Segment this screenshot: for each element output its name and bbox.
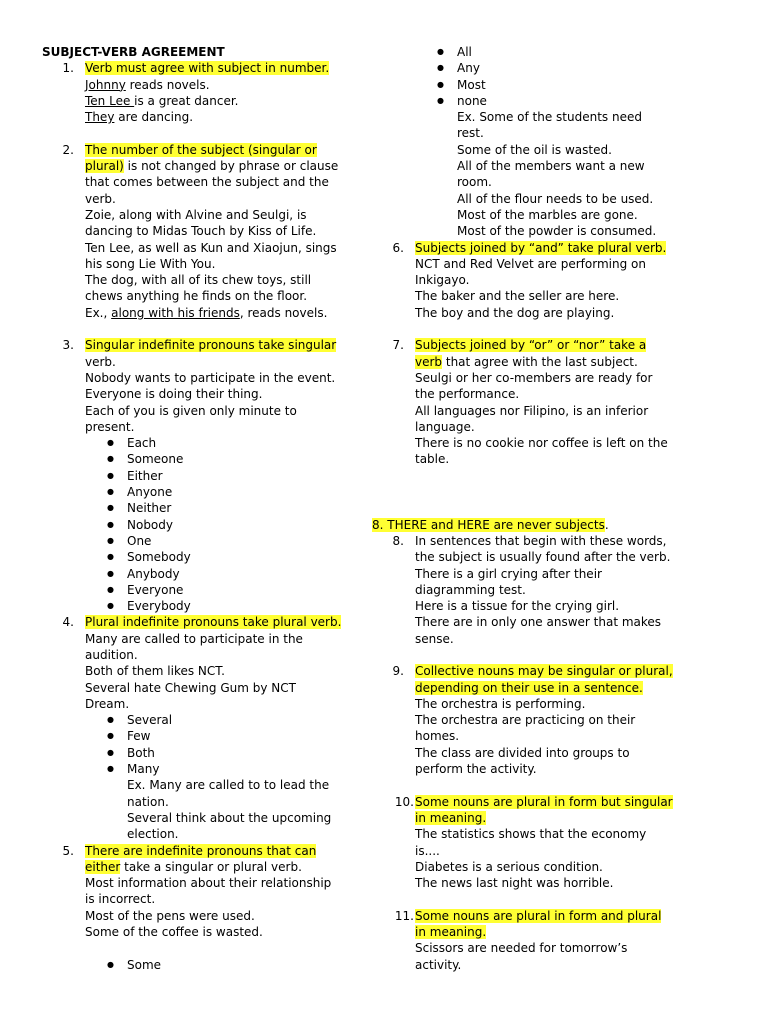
rule-number: 2.	[62, 142, 74, 157]
example-line	[42, 93, 342, 109]
left-column	[42, 44, 342, 973]
rule-4-heading	[42, 614, 342, 630]
example-line: is incorrect.	[85, 892, 156, 907]
example-line: room.	[457, 175, 492, 190]
example-line: NCT and Red Velvet are performing on	[415, 256, 646, 271]
example-line: Inkigayo.	[415, 273, 470, 288]
example-line: Both of them likes NCT.	[85, 664, 225, 679]
rule-number: 11.	[394, 908, 414, 923]
bullet-item: ● Each	[127, 435, 342, 451]
rule-7-heading	[372, 337, 672, 353]
rule-line	[372, 680, 672, 696]
bullet-item: ● Any	[457, 60, 672, 76]
example-line: There is a girl crying after their	[415, 566, 602, 581]
rule-text: .	[604, 517, 609, 532]
example-line: election.	[127, 827, 179, 842]
bullet-item: ● Few	[127, 728, 342, 744]
rule-text: Subjects joined by “and” take plural verb.	[415, 240, 667, 255]
example-line: activity.	[415, 957, 462, 972]
rule-number: 9.	[392, 664, 404, 679]
example-line: There are in only one answer that makes	[415, 615, 662, 630]
example-line: All of the flour needs to be used.	[457, 191, 654, 206]
rule-number: 7.	[392, 338, 404, 353]
example-line: Most of the marbles are gone.	[457, 207, 638, 222]
example-line: audition.	[85, 647, 138, 662]
bullet-item: ● Some	[127, 957, 342, 973]
rule-text: Some nouns are plural in form and plural	[415, 908, 662, 923]
example-text: Ex.,	[85, 305, 112, 320]
example-line	[42, 77, 342, 93]
example-line: Here is a tissue for the crying girl.	[415, 599, 620, 614]
rule-1-heading	[42, 60, 342, 76]
example-line: The dog, with all of its chew toys, still	[85, 273, 312, 288]
rule-text: is not changed by phrase or clause	[123, 159, 339, 174]
bullet-item: ● Both	[127, 745, 342, 761]
example-line: Zoie, along with Alvine and Seulgi, is	[85, 207, 307, 222]
example-line: is....	[415, 843, 440, 858]
example-line: rest.	[457, 126, 484, 141]
bullet-item: ● All	[457, 44, 672, 60]
rule-9-heading	[372, 663, 672, 679]
rule-10-heading	[372, 794, 672, 810]
rule-line	[42, 859, 342, 875]
rule-text: in meaning.	[415, 810, 487, 825]
rule-number: 10.	[394, 794, 414, 809]
example-text: is a great dancer.	[134, 93, 239, 108]
example-line: Each of you is given only minute to	[85, 403, 297, 418]
example-line: Diabetes is a serious condition.	[415, 859, 603, 874]
example-line: Dream.	[85, 696, 130, 711]
rule-line: verb.	[85, 354, 116, 369]
rule-11-heading	[372, 908, 672, 924]
document-title: SUBJECT-VERB AGREEMENT	[42, 45, 225, 59]
rule-text: take a singular or plural verb.	[120, 859, 302, 874]
bullet-item: ● Many	[127, 761, 342, 777]
bullet-item: ● Nobody	[127, 517, 342, 533]
bullet-item: ● Most	[457, 77, 672, 93]
rule-text: In sentences that begin with these words,	[415, 533, 667, 548]
rule-8-subitem	[372, 533, 672, 549]
example-line: Many are called to participate in the	[85, 631, 303, 646]
bullet-item: ● Someone	[127, 451, 342, 467]
rule-text: depending on their use in a sentence.	[415, 680, 643, 695]
right-column	[372, 44, 672, 973]
subject-underlined: Ten Lee	[85, 93, 135, 108]
example-line: Everyone is doing their thing.	[85, 387, 263, 402]
rule-number: 8.	[392, 533, 404, 548]
bullet-item: ● Neither	[127, 500, 342, 516]
bullet-item: ● One	[127, 533, 342, 549]
rule-6-heading	[372, 240, 672, 256]
subject-underlined: They	[85, 110, 115, 125]
rule-text: Plural indefinite pronouns take plural verb.	[85, 615, 342, 630]
rule-text: either	[85, 859, 121, 874]
bullet-item: ● Somebody	[127, 549, 342, 565]
example-line: The class are divided into groups to	[415, 745, 630, 760]
rule-line	[42, 158, 342, 174]
example-line: Some of the coffee is wasted.	[85, 925, 263, 940]
example-line: diagramming test.	[415, 582, 526, 597]
rule-text: that agree with the last subject.	[442, 354, 638, 369]
rule-number: 5.	[62, 843, 74, 858]
rule-line	[372, 354, 672, 370]
example-line: The news last night was horrible.	[415, 876, 614, 891]
example-line: The boy and the dog are playing.	[415, 305, 615, 320]
bullet-item: ● Either	[127, 468, 342, 484]
example-line: homes.	[415, 729, 460, 744]
example-line: nation.	[127, 794, 169, 809]
rule-text: Verb must agree with subject in number.	[85, 61, 330, 76]
example-line: The statistics shows that the economy	[415, 827, 647, 842]
rule-text: There are indefinite pronouns that can	[85, 843, 317, 858]
example-line: language.	[415, 419, 475, 434]
subject-underlined: Johnny	[85, 77, 126, 92]
rule-text: Subjects joined by “or” or “nor” take a	[415, 338, 647, 353]
example-line: Most of the pens were used.	[85, 908, 255, 923]
example-line: Several think about the upcoming	[127, 810, 332, 825]
example-line: Scissors are needed for tomorrow’s	[415, 941, 628, 956]
example-text: , reads novels.	[239, 305, 328, 320]
rule-2-heading	[42, 142, 342, 158]
example-line: Most information about their relationship	[85, 876, 332, 891]
example-line: Some of the oil is wasted.	[457, 142, 612, 157]
example-line: Ex. Some of the students need	[457, 110, 642, 125]
bullet-item: ● Anybody	[127, 566, 342, 582]
rule-number: 6.	[392, 240, 404, 255]
example-line: All languages nor Filipino, is an inferior	[415, 403, 649, 418]
example-line: All of the members want a new	[457, 159, 645, 174]
example-line: dancing to Midas Touch by Kiss of Life.	[85, 224, 317, 239]
rule-8-heading	[372, 517, 672, 533]
example-line: The orchestra are practicing on their	[415, 713, 636, 728]
example-line: Most of the powder is consumed.	[457, 224, 657, 239]
bullet-item: ● none	[457, 93, 672, 109]
bullet-item: ● Anyone	[127, 484, 342, 500]
example-text: are dancing.	[114, 110, 194, 125]
phrase-underlined: along with his friends	[111, 305, 240, 320]
example-line: Ten Lee, as well as Kun and Xiaojun, sings	[85, 240, 337, 255]
example-line: present.	[85, 419, 135, 434]
rule-number: 1.	[62, 61, 74, 76]
rule-text: Some nouns are plural in form but singular	[415, 794, 673, 809]
example-line	[42, 109, 342, 125]
rule-text: plural)	[85, 159, 124, 174]
example-line	[42, 305, 342, 321]
example-line: chews anything he finds on the floor.	[85, 289, 308, 304]
example-line: Seulgi or her co-members are ready for	[415, 370, 653, 385]
rule-text: The number of the subject (singular or	[85, 142, 317, 157]
example-text: reads novels.	[125, 77, 210, 92]
example-line: Ex. Many are called to to lead the	[127, 778, 330, 793]
rule-text: 8. THERE and HERE are never subjects	[372, 517, 605, 532]
rule-line	[372, 810, 672, 826]
rule-5-heading	[42, 843, 342, 859]
rule-text: Collective nouns may be singular or plural,	[415, 664, 673, 679]
example-line: There is no cookie nor coffee is left on the	[415, 436, 668, 451]
rule-line	[372, 924, 672, 940]
example-line: The orchestra is performing.	[415, 696, 586, 711]
example-line: his song Lie With You.	[85, 256, 216, 271]
rule-number: 4.	[62, 615, 74, 630]
rule-text: verb	[415, 354, 443, 369]
bullet-item: ● Everyone	[127, 582, 342, 598]
example-line: perform the activity.	[415, 762, 537, 777]
rule-line: the subject is usually found after the verb.	[415, 550, 671, 565]
rule-text: Singular indefinite pronouns take singular	[85, 338, 337, 353]
bullet-item: ● Everybody	[127, 598, 342, 614]
rule-line: that comes between the subject and the	[85, 175, 329, 190]
example-line: the performance.	[415, 387, 520, 402]
rule-3-heading	[42, 337, 342, 353]
rule-number: 3.	[62, 338, 74, 353]
example-line: The baker and the seller are here.	[415, 289, 620, 304]
rule-text: in meaning.	[415, 925, 487, 940]
example-line: table.	[415, 452, 450, 467]
bullet-item: ● Several	[127, 712, 342, 728]
example-line: Several hate Chewing Gum by NCT	[85, 680, 296, 695]
rule-line: verb.	[85, 191, 116, 206]
example-line: Nobody wants to participate in the event.	[85, 370, 336, 385]
example-line: sense.	[415, 631, 454, 646]
